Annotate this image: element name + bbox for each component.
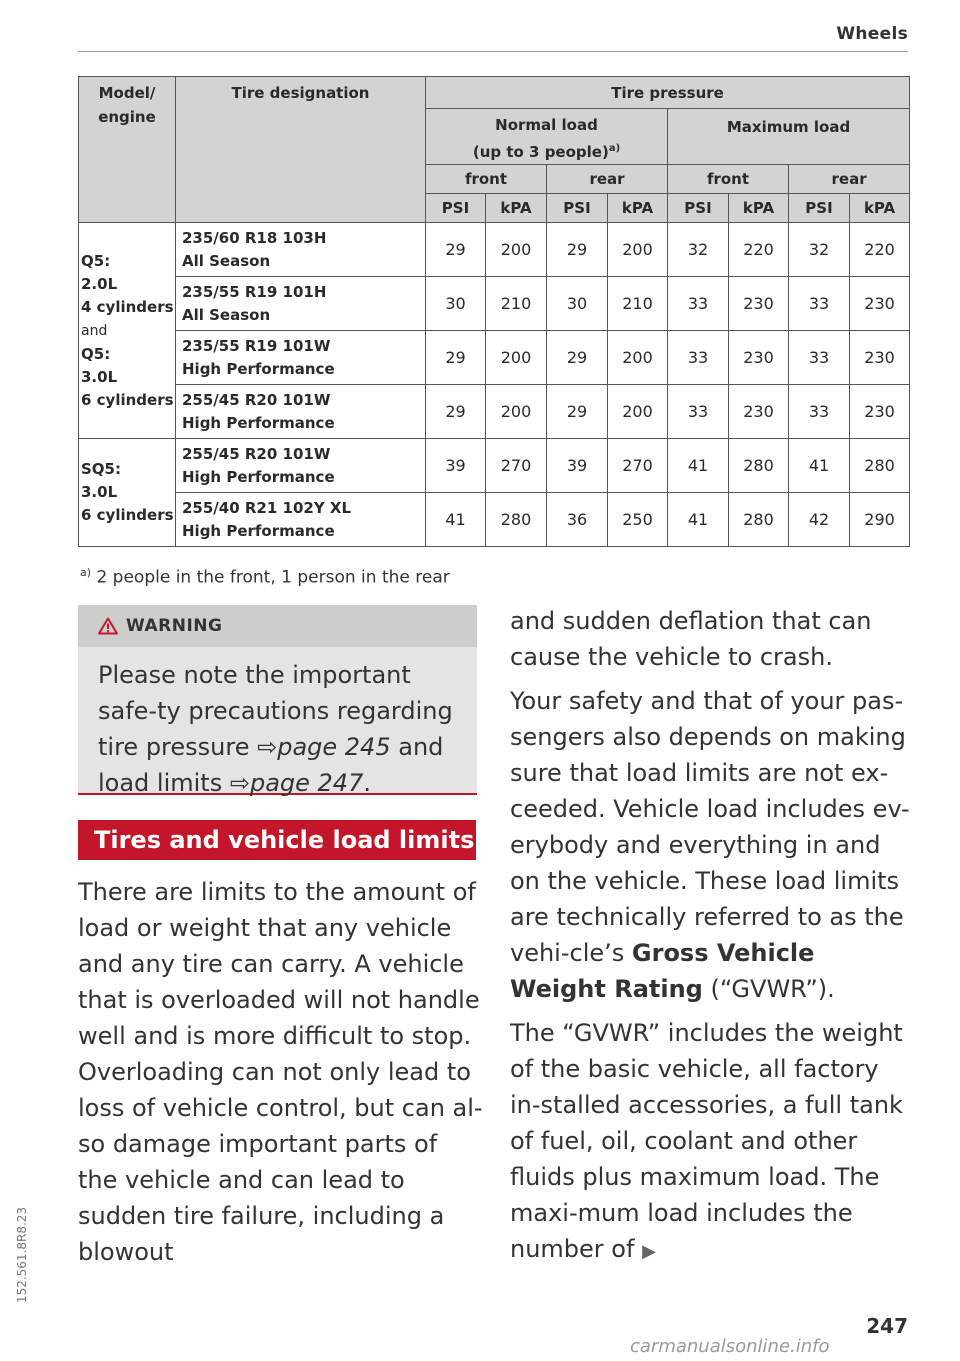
value-cell: 29 <box>547 385 608 439</box>
value-cell: 230 <box>850 277 910 331</box>
model-line: Q5: <box>81 251 111 270</box>
value-cell: 41 <box>426 493 486 547</box>
value-cell: 30 <box>426 277 486 331</box>
model-line: 6 cylinders <box>81 506 174 524</box>
tire-type: High Performance <box>182 467 335 486</box>
table-footnote <box>80 566 450 588</box>
warning-title: WARNING <box>126 616 223 636</box>
model-line: 6 cylinders <box>81 390 174 409</box>
value-cell: 41 <box>789 439 850 493</box>
watermark: carmanualsonline.info <box>630 1336 830 1357</box>
col-header-normal-load <box>426 109 668 165</box>
col-header-max-front: front <box>668 165 789 194</box>
body-paragraph <box>510 683 915 1007</box>
tire-type: High Performance <box>182 413 335 432</box>
value-cell: 29 <box>547 331 608 385</box>
model-line: SQ5: <box>81 460 121 478</box>
value-cell: 29 <box>426 331 486 385</box>
value-cell: 250 <box>608 493 668 547</box>
value-cell: 210 <box>608 277 668 331</box>
tire-designation-cell <box>176 331 426 385</box>
value-cell: 30 <box>547 277 608 331</box>
model-cell-q5 <box>79 223 176 439</box>
tire-size: 235/55 R19 101W <box>182 336 331 355</box>
value-cell: 36 <box>547 493 608 547</box>
col-header-psi: PSI <box>668 194 729 223</box>
document-code-text: 152.561.8R8.23 <box>15 1206 29 1304</box>
col-header-max-rear: rear <box>789 165 910 194</box>
text-run: (“GVWR”). <box>702 975 835 1003</box>
table-body <box>79 223 910 547</box>
col-header-kpa: kPA <box>729 194 789 223</box>
tire-designation-cell <box>176 223 426 277</box>
value-cell: 230 <box>850 385 910 439</box>
arrow-right-icon: ⇨ <box>229 769 250 797</box>
body-paragraph: and sudden deflation that can cause the vehicle to crash. <box>510 607 872 671</box>
right-column <box>510 603 915 1270</box>
footnote-marker: a) <box>80 566 92 579</box>
warning-text-part: Please note the important safe-ty precautions regarding tire pressure <box>98 661 453 761</box>
tire-designation-cell <box>176 493 426 547</box>
tire-type: All Season <box>182 305 271 324</box>
model-line: and <box>81 322 108 339</box>
value-cell: 33 <box>668 385 729 439</box>
tire-type: High Performance <box>182 359 335 378</box>
col-header-maximum-load: Maximum load <box>668 109 910 165</box>
section-heading: Tires and vehicle load limits <box>78 820 476 860</box>
tire-pressure-table <box>78 76 910 547</box>
table-row <box>79 331 910 385</box>
value-cell: 41 <box>668 439 729 493</box>
normal-load-line2: (up to 3 people) <box>472 143 609 161</box>
value-cell: 200 <box>608 223 668 277</box>
page-number: 247 <box>866 1314 908 1338</box>
col-header-psi: PSI <box>547 194 608 223</box>
value-cell: 230 <box>729 385 789 439</box>
col-header-psi: PSI <box>789 194 850 223</box>
value-cell: 33 <box>789 331 850 385</box>
warning-text <box>78 647 477 801</box>
value-cell: 220 <box>729 223 789 277</box>
value-cell: 32 <box>789 223 850 277</box>
value-cell: 230 <box>729 331 789 385</box>
value-cell: 41 <box>668 493 729 547</box>
body-paragraph <box>510 1015 915 1270</box>
value-cell: 280 <box>729 439 789 493</box>
normal-load-footnote-marker: a) <box>608 143 621 154</box>
footnote-text: 2 people in the front, 1 person in the rear <box>96 567 450 588</box>
tire-size: 255/45 R20 101W <box>182 390 331 409</box>
text-run: The “GVWR” includes the weight of the basic vehicle, all factory in-stalled accessories, a full tank of fuel, oil, coolant and other fluids plus maximum load. The maxi-mum load includes the number of <box>510 1019 903 1263</box>
page-ref-label: page 247 <box>249 769 364 797</box>
tire-designation-cell <box>176 439 426 493</box>
tire-designation-cell <box>176 277 426 331</box>
value-cell: 29 <box>547 223 608 277</box>
model-line: 3.0L <box>81 483 118 501</box>
document-code <box>8 1200 36 1310</box>
value-cell: 33 <box>668 331 729 385</box>
continue-arrow-icon: ▶ <box>642 1241 656 1262</box>
tire-size: 255/45 R20 101W <box>182 444 331 463</box>
col-header-normal-front: front <box>426 165 547 194</box>
warning-text-part: . <box>363 769 371 797</box>
table-row <box>79 493 910 547</box>
value-cell: 29 <box>426 223 486 277</box>
text-run: Your safety and that of your pas-sengers also depends on making sure that load limits are not ex-ceeded. Vehicle load includes ev-erybody and everything in and on the vehicle. These load limits are technically referred to as the vehi-cle’s <box>510 687 910 967</box>
body-paragraph: There are limits to the amount of load or weight that any vehicle and any tire can carry. A vehicle that is overloaded will not handle well and is more difficult to stop. Overloading can not only lead to loss of vehicle control, but can al-so damage important parts of the vehicle and can lead to sudden tire failure, including a blowout <box>78 878 483 1266</box>
col-header-kpa: kPA <box>850 194 910 223</box>
col-header-model: Model/ engine <box>79 77 176 223</box>
col-header-tire-pressure: Tire pressure <box>426 77 910 109</box>
value-cell: 200 <box>486 331 547 385</box>
value-cell: 280 <box>850 439 910 493</box>
tire-size: 255/40 R21 102Y XL <box>182 498 352 517</box>
value-cell: 200 <box>486 223 547 277</box>
value-cell: 280 <box>729 493 789 547</box>
warning-header <box>78 605 477 647</box>
value-cell: 270 <box>486 439 547 493</box>
tire-designation-cell <box>176 385 426 439</box>
value-cell: 39 <box>547 439 608 493</box>
value-cell: 200 <box>608 331 668 385</box>
normal-load-line1: Normal load <box>495 116 598 134</box>
table-row <box>79 439 910 493</box>
table-row <box>79 277 910 331</box>
model-line: 4 cylinders <box>81 297 174 316</box>
col-header-kpa: kPA <box>486 194 547 223</box>
warning-box <box>78 605 477 795</box>
value-cell: 230 <box>729 277 789 331</box>
value-cell: 230 <box>850 331 910 385</box>
value-cell: 210 <box>486 277 547 331</box>
value-cell: 29 <box>426 385 486 439</box>
gvwr-term: Gross Vehicle Weight Rating <box>510 939 815 1003</box>
left-column <box>78 874 483 1270</box>
model-line: Q5: <box>81 344 111 363</box>
value-cell: 270 <box>608 439 668 493</box>
model-line: 2.0L <box>81 274 118 293</box>
page-ref-label: page 245 <box>277 733 391 761</box>
col-header-kpa: kPA <box>608 194 668 223</box>
value-cell: 32 <box>668 223 729 277</box>
value-cell: 200 <box>486 385 547 439</box>
page-245-link[interactable] <box>257 733 391 761</box>
model-line: 3.0L <box>81 367 118 386</box>
value-cell: 42 <box>789 493 850 547</box>
warning-text-part: and load limits <box>98 733 444 797</box>
col-header-psi: PSI <box>426 194 486 223</box>
warning-triangle-icon <box>98 617 118 635</box>
arrow-right-icon: ⇨ <box>257 733 278 761</box>
section-title: Wheels <box>836 24 908 44</box>
value-cell: 39 <box>426 439 486 493</box>
col-header-normal-rear: rear <box>547 165 668 194</box>
value-cell: 33 <box>789 277 850 331</box>
header-rule <box>78 51 908 52</box>
col-header-tire-designation: Tire designation <box>176 77 426 223</box>
tire-size: 235/55 R19 101H <box>182 282 327 301</box>
value-cell: 220 <box>850 223 910 277</box>
page-247-link[interactable] <box>230 769 364 797</box>
value-cell: 280 <box>486 493 547 547</box>
value-cell: 200 <box>608 385 668 439</box>
value-cell: 290 <box>850 493 910 547</box>
table-row <box>79 385 910 439</box>
tire-type: High Performance <box>182 521 335 540</box>
value-cell: 33 <box>789 385 850 439</box>
value-cell: 33 <box>668 277 729 331</box>
table-row <box>79 223 910 277</box>
tire-type: All Season <box>182 251 271 270</box>
tire-size: 235/60 R18 103H <box>182 228 327 247</box>
model-cell-sq5 <box>79 439 176 547</box>
